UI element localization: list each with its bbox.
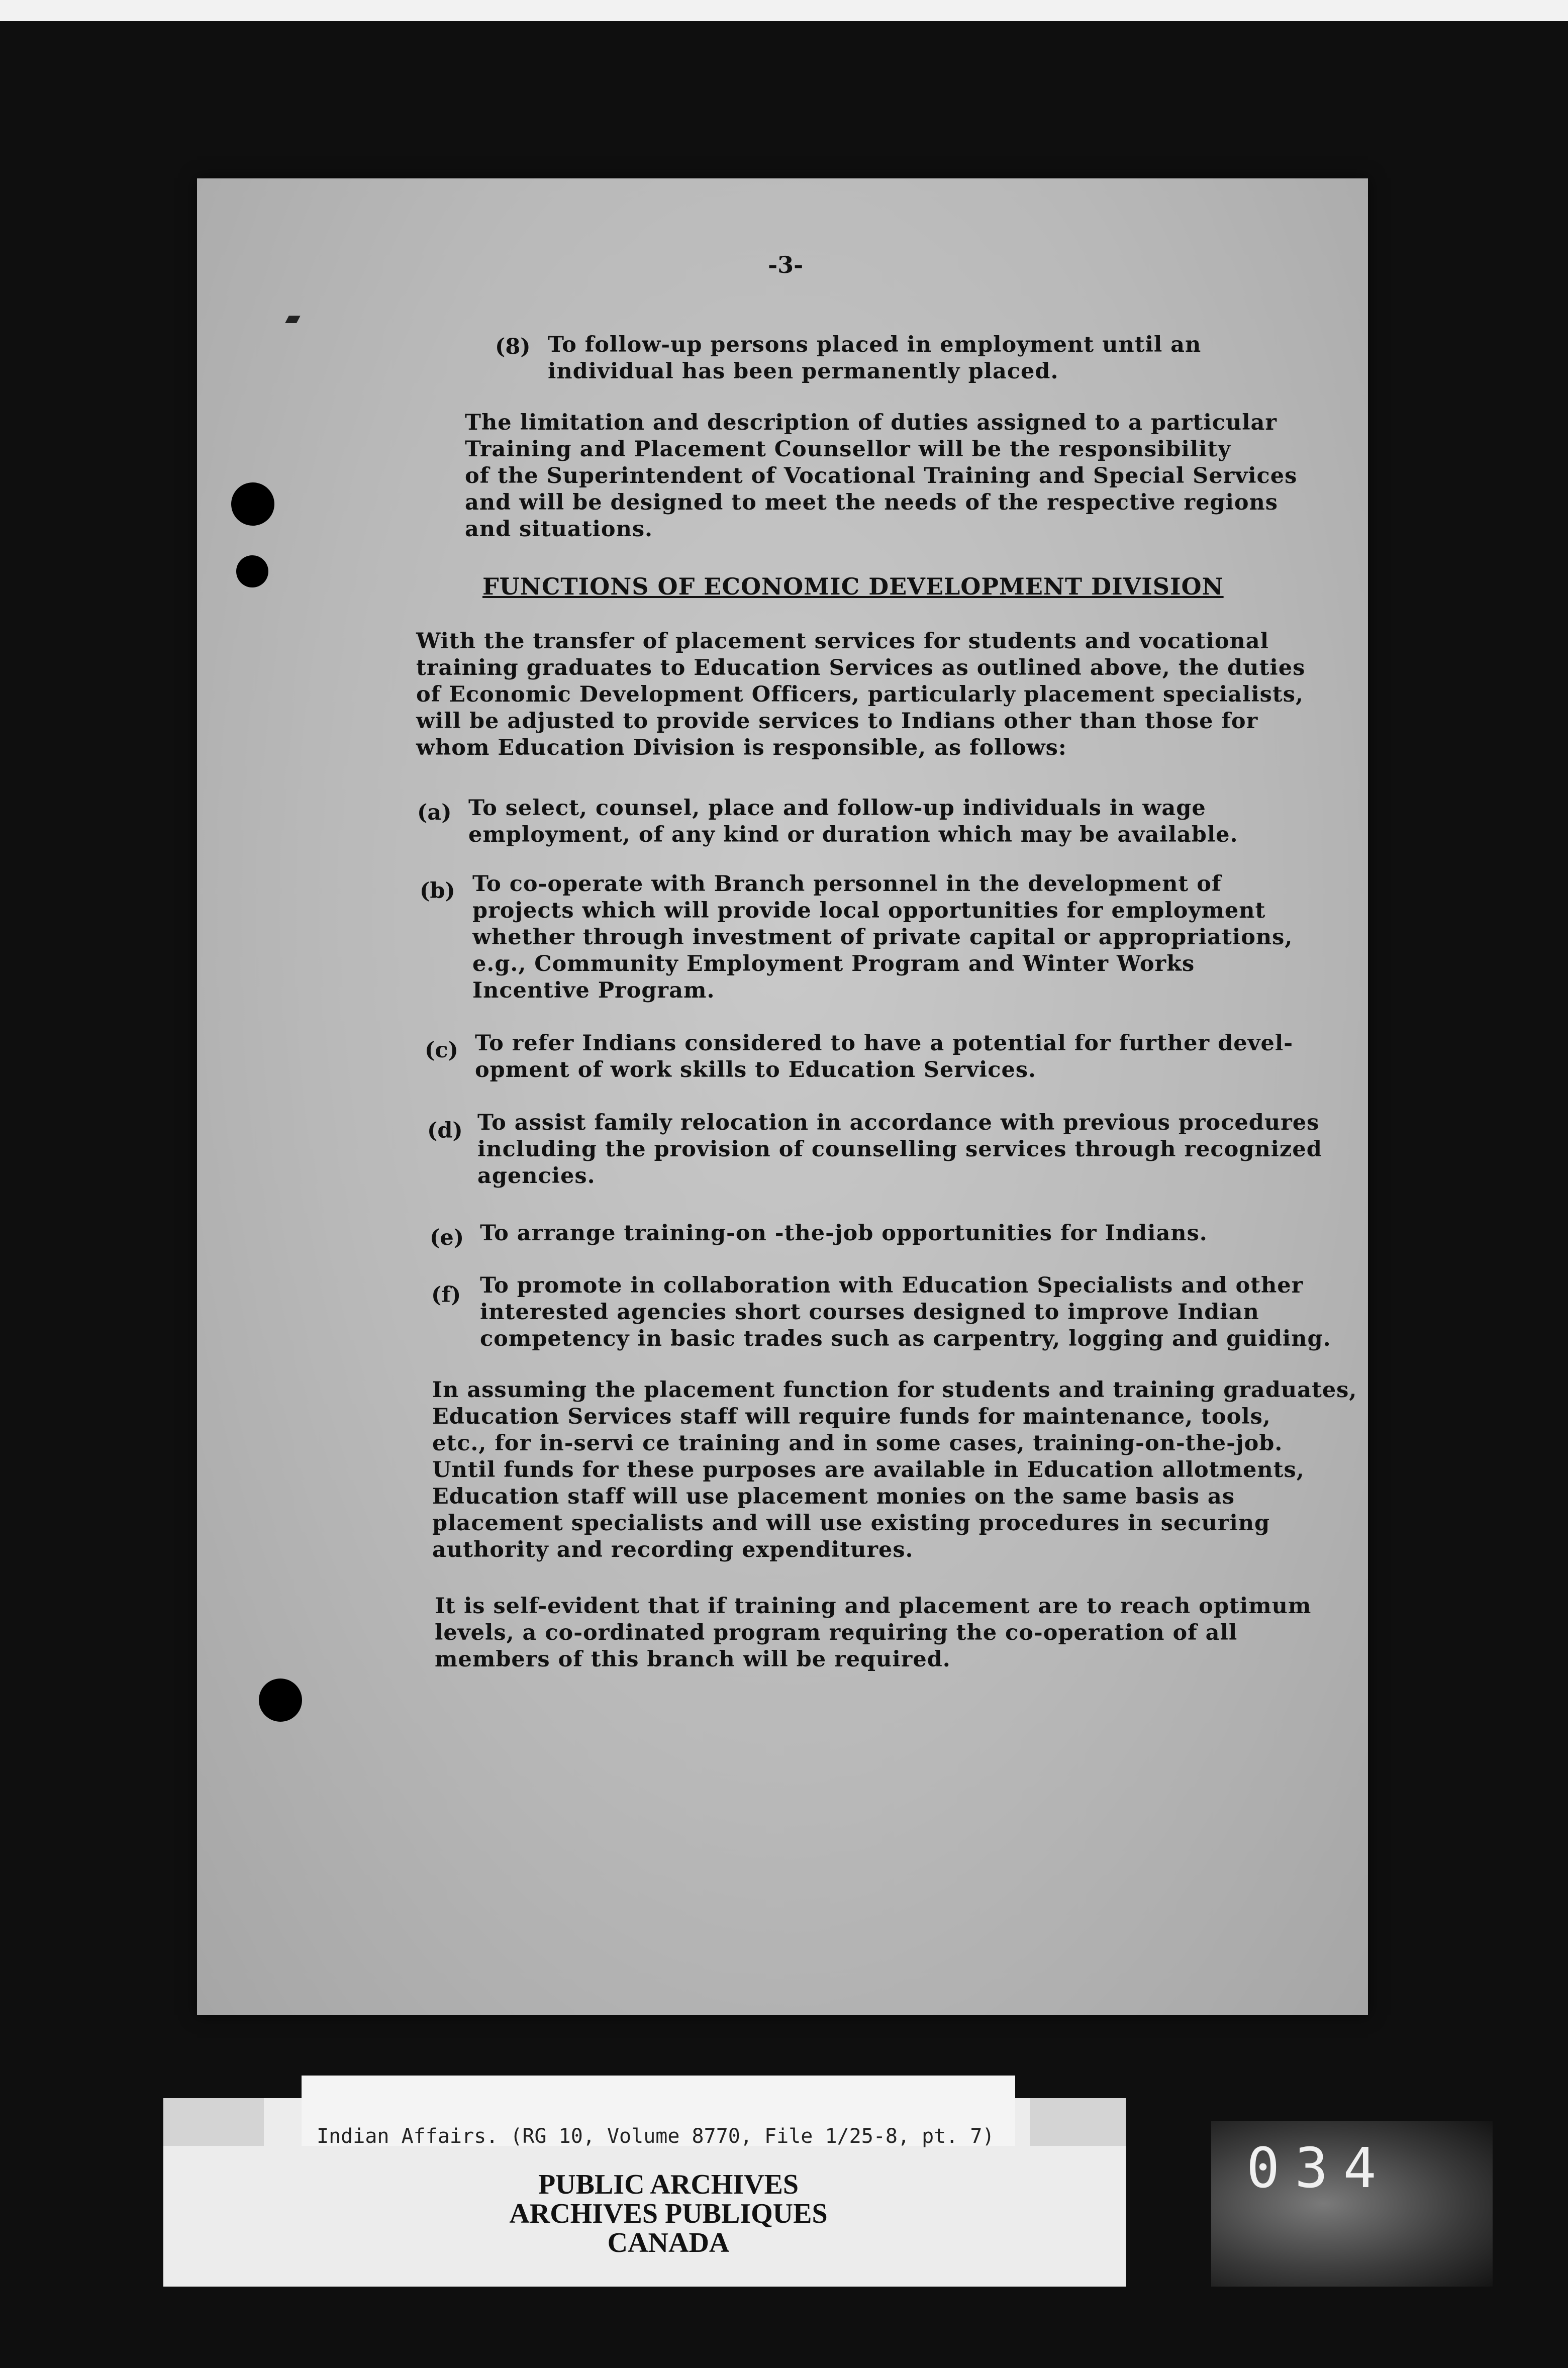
archive-stamp-line: ARCHIVES PUBLIQUES <box>509 2198 828 2229</box>
text-line: will be adjusted to provide services to Indians other than those for <box>416 709 1258 734</box>
item-label: (e) <box>430 1225 464 1250</box>
text-line: opment of work skills to Education Services. <box>475 1057 1037 1082</box>
ink-mark: ▰ <box>285 307 301 330</box>
text-line: Education Services staff will require funds for maintenance, tools, <box>432 1404 1271 1429</box>
text-line: training graduates to Education Services as outlined above, the duties <box>416 655 1306 680</box>
label-edge <box>1030 2098 1126 2146</box>
text-line: members of this branch will be required. <box>435 1647 951 1672</box>
item-b-text <box>472 871 1293 1004</box>
item-label: (8) <box>495 334 531 359</box>
text-line: levels, a co-ordinated program requiring the co-operation of all <box>435 1620 1238 1645</box>
text-line: Training and Placement Counsellor will be the responsibility <box>465 437 1231 462</box>
archive-stamp-line: CANADA <box>607 2227 730 2258</box>
item-e-text <box>480 1220 1208 1247</box>
text-line: To refer Indians considered to have a potential for further devel- <box>475 1031 1294 1056</box>
text-line: authority and recording expenditures. <box>432 1537 914 1562</box>
text-line: To arrange training-on -the-job opportunities for Indians. <box>480 1221 1208 1246</box>
text-line: including the provision of counselling services through recognized <box>477 1137 1322 1162</box>
punch-hole <box>259 1679 302 1722</box>
text-line: To follow-up persons placed in employment until an <box>548 332 1202 357</box>
text-line: whom Education Division is responsible, as follows: <box>416 735 1067 760</box>
item-f-text <box>480 1272 1331 1352</box>
text-line: To co-operate with Branch personnel in the development of <box>472 871 1222 897</box>
page-number: -3- <box>768 251 804 278</box>
section-heading: FUNCTIONS OF ECONOMIC DEVELOPMENT DIVISION <box>482 573 1224 600</box>
text-line: agencies. <box>477 1163 596 1189</box>
text-line: interested agencies short courses designed to improve Indian <box>480 1300 1259 1325</box>
text-line: The limitation and description of duties assigned to a particular <box>465 410 1278 435</box>
text-line: Education staff will use placement monies on the same basis as <box>432 1484 1235 1509</box>
text-line: Incentive Program. <box>472 978 715 1003</box>
film-edge <box>0 0 1568 21</box>
item-label: (f) <box>431 1282 461 1308</box>
item-label: (c) <box>425 1038 458 1063</box>
text-line: and situations. <box>465 517 653 542</box>
text-line: placement specialists and will use existing procedures in securing <box>432 1511 1270 1536</box>
archive-stamp-line: PUBLIC ARCHIVES <box>538 2169 799 2200</box>
paragraph-transfer <box>416 628 1305 761</box>
item-d-text <box>477 1110 1322 1190</box>
text-line: With the transfer of placement services for students and vocational <box>416 629 1269 654</box>
item-a-text <box>468 795 1238 848</box>
text-line: and will be designed to meet the needs of the respective regions <box>465 490 1278 515</box>
text-line: To assist family relocation in accordance with previous procedures <box>477 1110 1320 1135</box>
text-line: employment, of any kind or duration which may be available. <box>468 822 1238 847</box>
text-line: In assuming the placement function for students and training graduates, <box>432 1377 1357 1403</box>
text-line: individual has been permanently placed. <box>548 359 1059 384</box>
punch-hole <box>231 482 274 526</box>
text-line: Until funds for these purposes are available in Education allotments, <box>432 1457 1305 1483</box>
archive-reference: Indian Affairs. (RG 10, Volume 8770, File 1/25-8, pt. 7) <box>317 2125 995 2148</box>
text-line: competency in basic trades such as carpentry, logging and guiding. <box>480 1326 1331 1351</box>
text-line: etc., for in-servi ce training and in some cases, training-on-the-job. <box>432 1431 1283 1456</box>
item-label: (b) <box>420 878 455 904</box>
text-line: projects which will provide local opportunities for employment <box>472 898 1266 923</box>
item-label: (a) <box>417 800 452 825</box>
item-label: (d) <box>427 1118 463 1143</box>
text-line: It is self-evident that if training and placement are to reach optimum <box>435 1594 1312 1619</box>
item-c-text <box>475 1030 1293 1083</box>
frame-number: 034 <box>1246 2136 1392 2200</box>
text-line: To select, counsel, place and follow-up individuals in wage <box>468 796 1206 821</box>
text-line: of Economic Development Officers, particularly placement specialists, <box>416 682 1304 707</box>
item-8-text <box>548 332 1201 385</box>
text-line: e.g., Community Employment Program and Winter Works <box>472 951 1195 976</box>
text-line: whether through investment of private capital or appropriations, <box>472 925 1293 950</box>
paragraph-assuming <box>432 1377 1357 1563</box>
label-edge <box>163 2098 264 2146</box>
paragraph-limitation <box>465 410 1297 543</box>
text-line: of the Superintendent of Vocational Training and Special Services <box>465 463 1298 488</box>
text-line: To promote in collaboration with Education Specialists and other <box>480 1273 1304 1298</box>
paragraph-evident <box>435 1593 1311 1673</box>
punch-hole <box>236 555 268 587</box>
